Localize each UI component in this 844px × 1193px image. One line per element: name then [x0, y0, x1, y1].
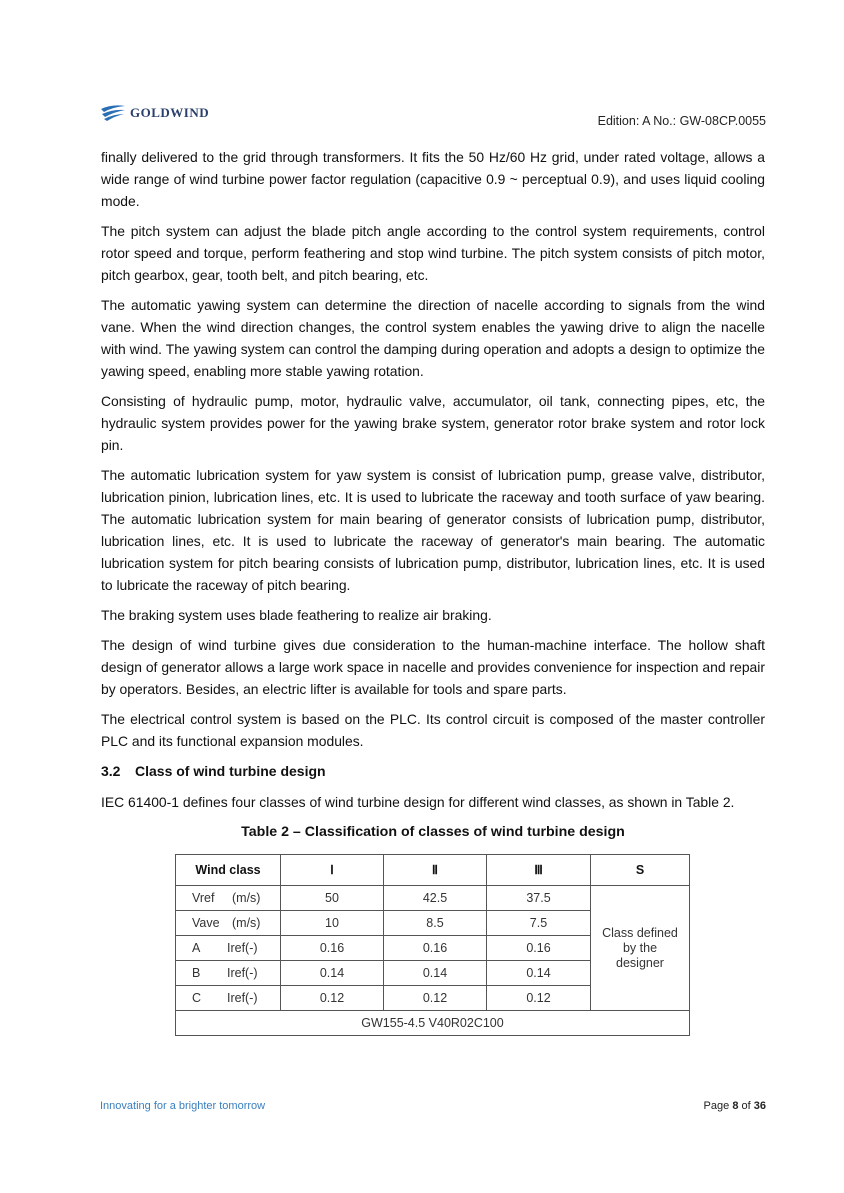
paragraph: The automatic lubrication system for yaw system is consist of lubrication pump, grease valve, distributor, lubrication pinion, lubrication lines, etc. It is used to lubricate the raceway and tooth surface of yaw bearing. The automatic lubrication system for main bearing of generator consists of lubrication pump, distributor, lubrication lines, etc. It is used to lubricate the raceway of generator's main bearing. The automatic lubrication system for pitch bearing consists of lubrication pump, distributor, lubrication lines, etc. It is used to lubricate the raceway of pitch bearing.: [101, 467, 765, 593]
table-header-row: [176, 855, 690, 886]
row-label: A Iref(-): [176, 936, 281, 961]
table-cell: 0.16: [384, 936, 487, 961]
brand-name: GOLDWIND: [130, 105, 210, 120]
table-cell: 0.16: [487, 936, 591, 961]
paragraph: The pitch system can adjust the blade pitch angle according to the control system requirements, control rotor speed and torque, perform feathering and stop wind turbine. The pitch system consists of pitch motor, pitch gearbox, gear, tooth belt, and pitch bearing, etc.: [101, 223, 765, 283]
header-wind-class: Wind class: [176, 855, 281, 886]
section-heading: [101, 760, 765, 782]
section-intro: IEC 61400-1 defines four classes of wind turbine design for different wind classes, as shown in Table 2.: [101, 794, 735, 810]
section-number: 3.2: [101, 763, 121, 779]
table-cell: 0.12: [281, 986, 384, 1011]
goldwind-logo-icon: [100, 104, 126, 122]
document-body: [101, 146, 765, 1036]
page-header: [100, 104, 766, 134]
table-cell: 0.14: [487, 961, 591, 986]
table-row: [176, 886, 690, 911]
table-cell: 50: [281, 886, 384, 911]
table-cell: 0.12: [487, 986, 591, 1011]
page-footer: [100, 1100, 766, 1112]
table-cell: 0.14: [281, 961, 384, 986]
row-label: Vave (m/s): [176, 911, 281, 936]
header-class-3: Ⅲ: [487, 855, 591, 886]
paragraph: Consisting of hydraulic pump, motor, hydraulic valve, accumulator, oil tank, connecting pipes, etc, the hydraulic system provides power for the yawing brake system, generator rotor brake system and rotor lock pin.: [101, 393, 765, 453]
section-title: Class of wind turbine design: [135, 763, 326, 779]
paragraph: The electrical control system is based on the PLC. Its control circuit is composed of the master controller PLC and its functional expansion modules.: [101, 711, 765, 749]
table-cell: 10: [281, 911, 384, 936]
page-number: Page 8 of 36: [703, 1100, 766, 1112]
header-class-s: S: [591, 855, 690, 886]
edition-number: Edition: A No.: GW-08CP.0055: [597, 114, 766, 128]
model-code: GW155-4.5 V40R02C100: [176, 1011, 690, 1036]
header-class-2: Ⅱ: [384, 855, 487, 886]
table-cell: 37.5: [487, 886, 591, 911]
table-cell: 0.16: [281, 936, 384, 961]
row-label: C Iref(-): [176, 986, 281, 1011]
table-cell: 8.5: [384, 911, 487, 936]
row-label: Vref (m/s): [176, 886, 281, 911]
header-class-1: Ⅰ: [281, 855, 384, 886]
row-label: B Iref(-): [176, 961, 281, 986]
paragraph: The design of wind turbine gives due consideration to the human-machine interface. The hollow shaft design of generator allows a large work space in nacelle and provides convenience for inspection and repair by operators. Besides, an electric lifter is available for tools and spare parts.: [101, 637, 765, 697]
wind-class-table: [175, 854, 690, 1036]
table-cell: 0.12: [384, 986, 487, 1011]
table-cell: 0.14: [384, 961, 487, 986]
goldwind-logo: [100, 104, 209, 122]
class-s-note: Class defined by the designer: [591, 886, 690, 1011]
paragraph: The braking system uses blade feathering to realize air braking.: [101, 607, 492, 623]
table-footer-row: [176, 1011, 690, 1036]
paragraph: finally delivered to the grid through transformers. It fits the 50 Hz/60 Hz grid, under rated voltage, allows a wide range of wind turbine power factor regulation (capacitive 0.9 ~ perceptual 0.9), and uses liquid cooling mode.: [101, 149, 765, 209]
footer-tagline: Innovating for a brighter tomorrow: [100, 1100, 266, 1112]
paragraph: The automatic yawing system can determine the direction of nacelle according to signals from the wind vane. When the wind direction changes, the control system enables the yawing drive to align the nacelle with wind. The yawing system can control the damping during operation and adopts a design to optimize the yawing speed, enabling more stable yawing rotation.: [101, 297, 765, 379]
table-cell: 42.5: [384, 886, 487, 911]
table-caption: Table 2 – Classification of classes of wind turbine design: [241, 824, 625, 840]
table-cell: 7.5: [487, 911, 591, 936]
